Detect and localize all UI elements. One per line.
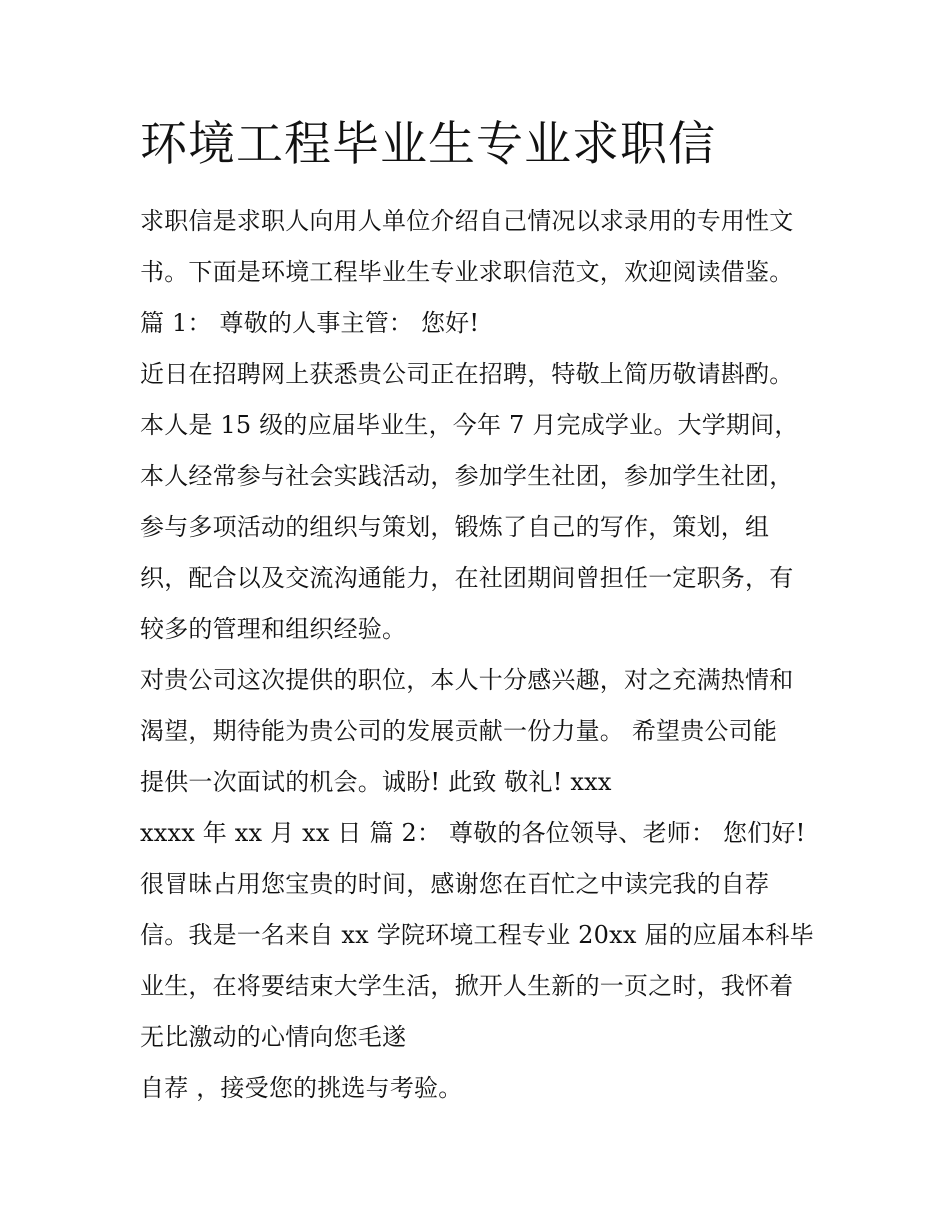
body-line: xxxx 年 xx 月 xx 日 篇 2： 尊敬的各位领导、老师： 您们好! (140, 819, 806, 847)
body-line: 提供一次面试的机会。诚盼! 此致 敬礼! xxx (140, 768, 612, 796)
body-line: 较多的管理和组织经验。 (140, 615, 407, 643)
body-line: 自荐 ，接受您的挑选与考验。 (140, 1074, 463, 1102)
body-line: 参与多项活动的组织与策划，锻炼了自己的写作，策划，组 (140, 513, 770, 541)
body-line: 很冒昧占用您宝贵的时间，感谢您在百忙之中读完我的自荐 (140, 870, 770, 898)
body-line: 业生，在将要结束大学生活，掀开人生新的一页之时，我怀着 (140, 972, 794, 1000)
body-line: 书。下面是环境工程毕业生专业求职信范文，欢迎阅读借鉴。 (140, 258, 794, 286)
body-line: 信。我是一名来自 xx 学院环境工程专业 20xx 届的应届本科毕 (140, 921, 814, 949)
body-line: 近日在招聘网上获悉贵公司正在招聘，特敬上简历敬请斟酌。 (140, 360, 794, 388)
body-line: 无比激动的心情向您毛遂 (140, 1023, 407, 1051)
body-line: 求职信是求职人向用人单位介绍自己情况以求录用的专用性文 (140, 207, 794, 235)
document-body (140, 196, 830, 1114)
body-line: 对贵公司这次提供的职位，本人十分感兴趣，对之充满热情和 (140, 666, 794, 694)
body-line: 本人经常参与社会实践活动，参加学生社团，参加学生社团， (140, 462, 794, 490)
body-line: 渴望，期待能为贵公司的发展贡献一份力量。 希望贵公司能 (140, 717, 778, 745)
body-line: 本人是 15 级的应届毕业生，今年 7 月完成学业。大学期间， (140, 411, 799, 439)
body-line: 篇 1： 尊敬的人事主管： 您好! (140, 309, 480, 337)
body-line: 织，配合以及交流沟通能力，在社团期间曾担任一定职务，有 (140, 564, 794, 592)
document-title: 环境工程毕业生专业求职信 (140, 117, 716, 172)
